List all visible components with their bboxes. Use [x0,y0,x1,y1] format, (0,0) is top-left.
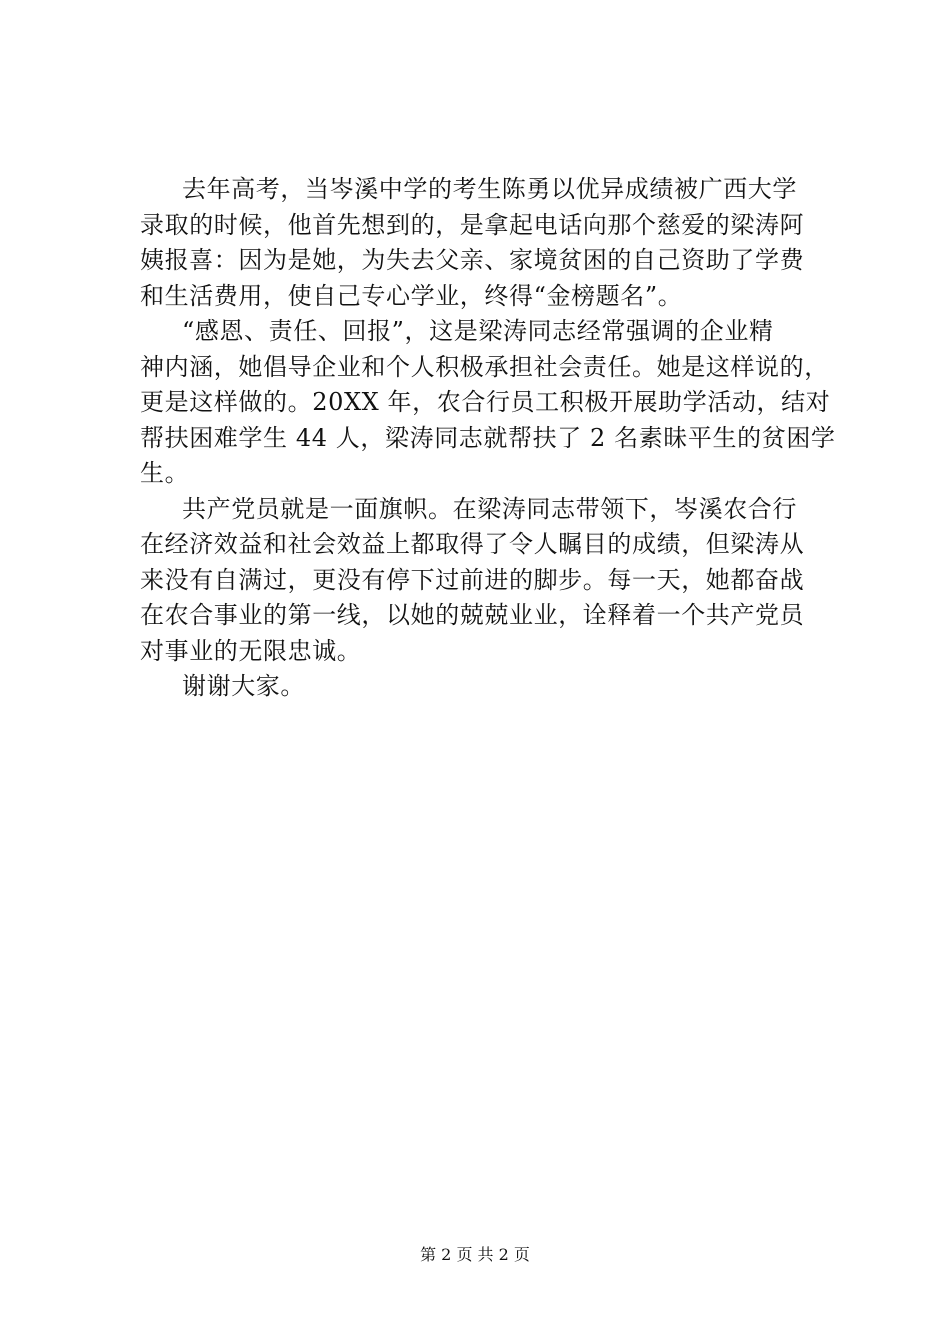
paragraph-line: “感恩、责任、回报”，这是梁涛同志经常强调的企业精 [182,317,774,345]
paragraph-line: 在农合事业的第一线，以她的兢兢业业，诠释着一个共产党员 [140,601,805,629]
paragraph-line: 帮扶困难学生 44 人，梁涛同志就帮扶了 2 名素昧平生的贫困学 [140,423,836,452]
paragraph-line: 共产党员就是一面旗帜。在梁涛同志带领下，岑溪农合行 [182,494,797,523]
paragraph-line: 神内涵，她倡导企业和个人积极承担社会责任。她是这样说的， [140,352,829,381]
document-body [140,172,840,705]
paragraph-line: 更是这样做的。20XX 年，农合行员工积极开展助学活动，结对 [140,388,831,416]
paragraph-line: 谢谢大家。 [182,672,305,700]
paragraph-line: 录取的时候，他首先想到的，是拿起电话向那个慈爱的梁涛阿 [140,210,805,239]
paragraph-line: 来没有自满过，更没有停下过前进的脚步。每一天，她都奋战 [140,565,805,594]
paragraph-2 [140,314,840,492]
paragraph-line: 去年高考，当岑溪中学的考生陈勇以优异成绩被广西大学 [182,175,797,203]
paragraph-line: 生。 [140,459,190,487]
page-number-footer: 第 2 页 共 2 页 [420,1245,530,1264]
paragraph-line: 在经济效益和社会效益上都取得了令人瞩目的成绩，但梁涛从 [140,530,805,558]
paragraph-line: 对事业的无限忠诚。 [140,636,362,665]
paragraph-line: 和生活费用，使自己专心学业，终得“金榜题名”。 [140,281,683,310]
paragraph-4 [140,669,840,705]
paragraph-3 [140,492,840,670]
paragraph-line: 姨报喜：因为是她，为失去父亲、家境贫困的自己资助了学费 [140,246,805,274]
paragraph-1 [140,172,840,314]
